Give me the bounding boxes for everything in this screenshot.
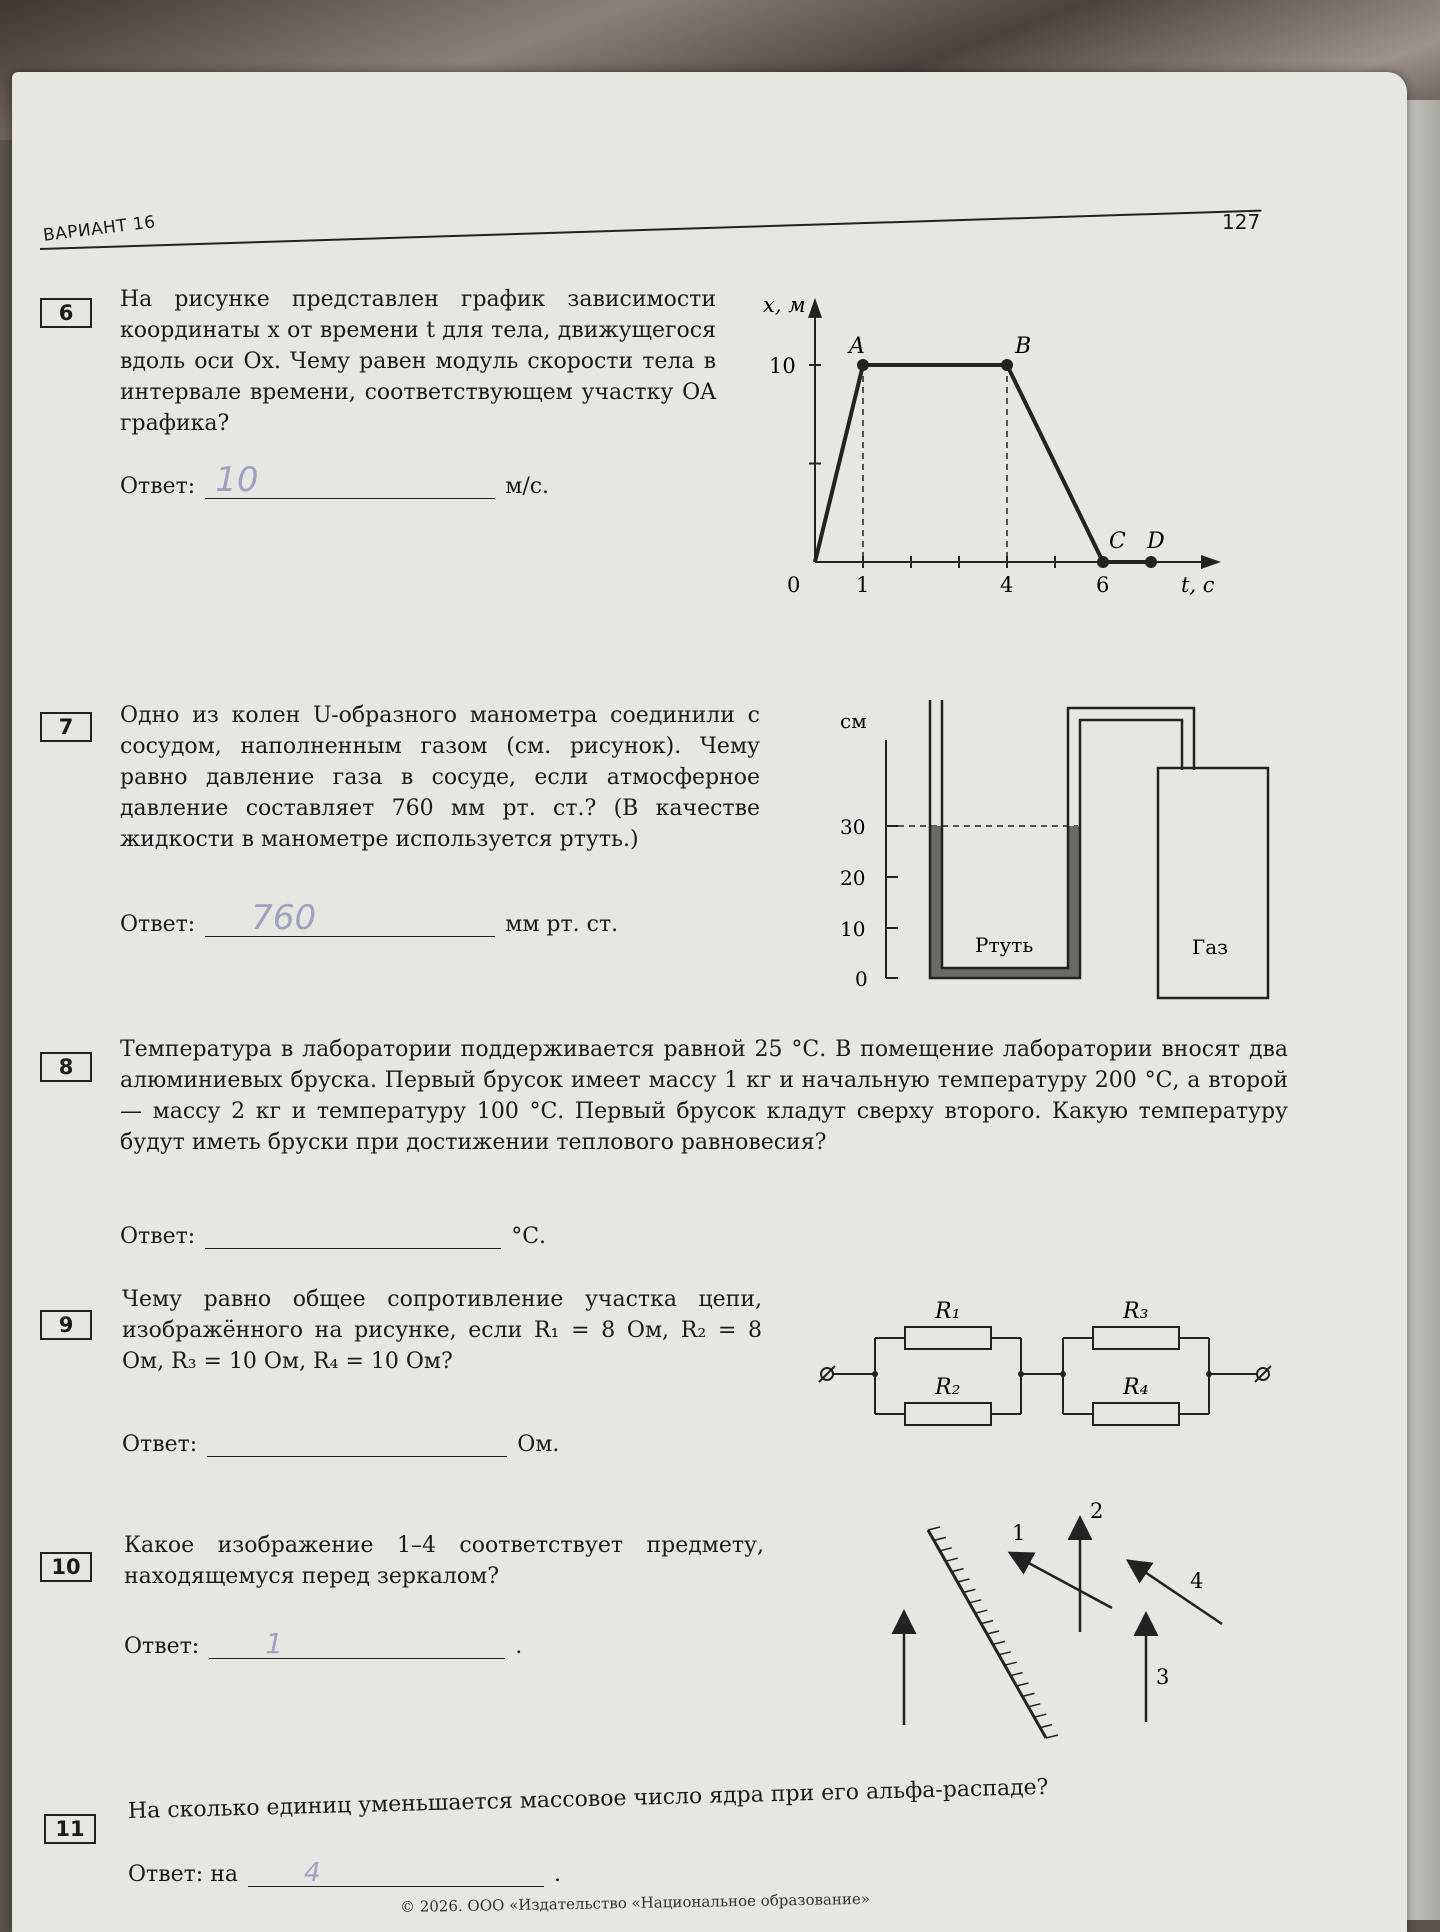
question-11-text: На сколько единиц уменьшается массовое число ядра при его альфа-распаде? bbox=[127, 1774, 1049, 1824]
scale-label-30: 30 bbox=[840, 815, 866, 839]
page-number: 127 bbox=[1222, 210, 1261, 234]
question-number-7: 7 bbox=[40, 712, 92, 742]
hatch-mark bbox=[1034, 1714, 1046, 1717]
answer-unit: °С. bbox=[511, 1224, 547, 1249]
u-tube-outer bbox=[930, 700, 1182, 978]
answer-label: Ответ: bbox=[122, 1432, 198, 1457]
handwritten-answer: 10 bbox=[215, 460, 259, 500]
hatch-mark bbox=[987, 1631, 999, 1634]
arrow-label-3: 3 bbox=[1156, 1665, 1170, 1689]
answer-field[interactable] bbox=[205, 1224, 501, 1249]
junction bbox=[1206, 1371, 1212, 1377]
x-tick-label: 6 bbox=[1096, 573, 1110, 597]
label-r3: R₃ bbox=[1123, 1299, 1149, 1324]
question-number-6: 6 bbox=[40, 298, 92, 328]
handwritten-answer: 4 bbox=[303, 1858, 321, 1888]
hatch-mark bbox=[946, 1558, 958, 1561]
question-10-text: Какое изображение 1–4 соответствует предмету, находящемуся перед зеркалом? bbox=[124, 1533, 764, 1589]
question-7-answer bbox=[120, 898, 619, 938]
junction bbox=[872, 1371, 878, 1377]
point-label: B bbox=[1015, 334, 1032, 359]
question-10-answer bbox=[124, 1627, 523, 1660]
gas-vessel bbox=[1158, 768, 1268, 998]
hatch-mark bbox=[981, 1621, 993, 1624]
answer-unit: м/с. bbox=[505, 474, 550, 499]
variant-title: ВАРИАНТ 16 bbox=[42, 212, 157, 246]
hatch-mark bbox=[934, 1537, 946, 1540]
data-point bbox=[1145, 556, 1157, 568]
hatch-mark bbox=[963, 1589, 975, 1592]
question-6-text: На рисунке представлен график зависимости координаты x от времени t для тела, движущегося вдоль оси Ox. Чему равен модуль скорости тела в интервале времени, соответствующем участку OA графика? bbox=[120, 287, 716, 436]
answer-field[interactable] bbox=[209, 1627, 505, 1660]
scale-unit: см bbox=[840, 709, 867, 733]
data-point bbox=[1001, 359, 1013, 371]
point-label: D bbox=[1147, 529, 1165, 554]
question-number-11: 11 bbox=[44, 1814, 96, 1844]
answer-unit: мм рт. ст. bbox=[505, 912, 619, 937]
mercury-label: Ртуть bbox=[975, 933, 1034, 957]
manometer-figure bbox=[830, 700, 1280, 1010]
x-axis-arrow bbox=[1201, 555, 1221, 569]
junction bbox=[1018, 1371, 1024, 1377]
hatch-mark bbox=[1040, 1725, 1052, 1728]
resistor-r1 bbox=[905, 1327, 991, 1349]
question-9-answer bbox=[122, 1432, 559, 1457]
question-11-answer bbox=[128, 1858, 561, 1888]
hatch-mark bbox=[999, 1652, 1011, 1655]
label-r2: R₂ bbox=[935, 1375, 961, 1400]
hatch-mark bbox=[928, 1527, 940, 1530]
circuit-figure bbox=[815, 1280, 1275, 1460]
arrow-label-4: 4 bbox=[1190, 1569, 1204, 1593]
x-tick-label: 1 bbox=[856, 573, 870, 597]
arrow-label-2: 2 bbox=[1090, 1500, 1104, 1523]
hatch-mark bbox=[952, 1569, 964, 1572]
series-line bbox=[815, 365, 1151, 562]
answer-label: Ответ: bbox=[120, 1224, 196, 1249]
answer-unit: Ом. bbox=[517, 1432, 560, 1457]
arrow-label-1: 1 bbox=[1012, 1521, 1026, 1545]
answer-label: Ответ: bbox=[120, 912, 196, 937]
hatch-mark bbox=[940, 1548, 952, 1551]
answer-field[interactable] bbox=[205, 898, 495, 938]
answer-label: Ответ: bbox=[120, 474, 196, 499]
label-r1: R₁ bbox=[935, 1299, 961, 1324]
graph-marks bbox=[815, 359, 1157, 568]
question-9-text: Чему равно общее сопротивление участка цепи, изображённого на рисунке, если R₁ = 8 Ом, R₂ = 8 Ом, R₃ = 10 Ом, R₄ = 10 Ом? bbox=[122, 1287, 762, 1374]
answer-label: Ответ: bbox=[124, 1634, 200, 1659]
question-8-text: Температура в лаборатории поддерживается равной 25 °С. В помещение лаборатории вносят два алюминиевых бруска. Первый брусок имеет массу 1 кг и начальную температуру 200 °С, а второй — массу 2 кг и температуру 100 °С. Первый брусок кладут сверху второго. Какую температуру будут иметь бруски при достижении теплового равновесия? bbox=[120, 1037, 1288, 1155]
x-tick-label: 4 bbox=[1000, 573, 1014, 597]
x-tick-label: 0 bbox=[787, 573, 801, 597]
answer-unit: . bbox=[515, 1634, 523, 1659]
handwritten-answer: 1 bbox=[265, 1627, 284, 1660]
data-point bbox=[1097, 556, 1109, 568]
gas-label: Газ bbox=[1192, 935, 1229, 959]
question-7-text: Одно из колен U-образного манометра соединили с сосудом, наполненным газом (см. рисунок). Чему равно давление газа в сосуде, если атмосферное давление составляет 760 мм рт. ст.? (В качестве жидкости в манометре используется ртуть.) bbox=[120, 703, 760, 852]
question-6-answer bbox=[120, 460, 550, 500]
scale-label-20: 20 bbox=[840, 866, 866, 890]
label-r4: R₄ bbox=[1123, 1375, 1149, 1400]
answer-unit: . bbox=[553, 1862, 561, 1887]
scale-label-10: 10 bbox=[840, 917, 866, 941]
hatch-mark bbox=[969, 1600, 981, 1603]
hatch-mark bbox=[1028, 1704, 1040, 1707]
question-number-9: 9 bbox=[40, 1310, 92, 1340]
x-axis-label: t, с bbox=[1181, 573, 1215, 597]
resistor-r4 bbox=[1093, 1403, 1179, 1425]
copyright-footer: © 2026. ООО «Издательство «Национальное образование» bbox=[399, 1889, 871, 1916]
answer-field[interactable] bbox=[207, 1432, 507, 1457]
scale-label-0: 0 bbox=[855, 967, 868, 991]
y-tick-label: 10 bbox=[769, 354, 796, 378]
junction bbox=[1060, 1371, 1066, 1377]
y-axis-label: x, м bbox=[763, 293, 806, 317]
answer-field[interactable] bbox=[248, 1858, 544, 1888]
answer-field[interactable] bbox=[205, 460, 495, 500]
hatch-mark bbox=[993, 1641, 1005, 1644]
resistor-r2 bbox=[905, 1403, 991, 1425]
resistor-r3 bbox=[1093, 1327, 1179, 1349]
graph-labels bbox=[763, 293, 1215, 597]
point-label: C bbox=[1109, 529, 1126, 554]
hatch-mark bbox=[1011, 1673, 1023, 1676]
handwritten-answer: 760 bbox=[251, 898, 317, 938]
mirror-hatching bbox=[928, 1527, 1058, 1738]
data-point bbox=[857, 359, 869, 371]
hatch-mark bbox=[1005, 1662, 1017, 1665]
answer-label: Ответ: на bbox=[128, 1862, 238, 1887]
hatch-mark bbox=[1022, 1693, 1034, 1696]
graph-x-vs-t bbox=[740, 290, 1280, 610]
mirror-figure bbox=[880, 1500, 1240, 1750]
image-arrow-1 bbox=[1012, 1554, 1112, 1608]
hatch-mark bbox=[958, 1579, 970, 1582]
u-tube-inner bbox=[942, 700, 1194, 968]
question-number-10: 10 bbox=[40, 1552, 92, 1582]
hatch-mark bbox=[1017, 1683, 1029, 1686]
y-axis-arrow bbox=[808, 298, 822, 318]
hatch-mark bbox=[1046, 1735, 1058, 1738]
point-label: A bbox=[849, 334, 865, 359]
question-8-answer bbox=[120, 1224, 546, 1249]
image-arrow-4 bbox=[1130, 1562, 1222, 1624]
question-number-8: 8 bbox=[40, 1052, 92, 1082]
hatch-mark bbox=[975, 1610, 987, 1613]
